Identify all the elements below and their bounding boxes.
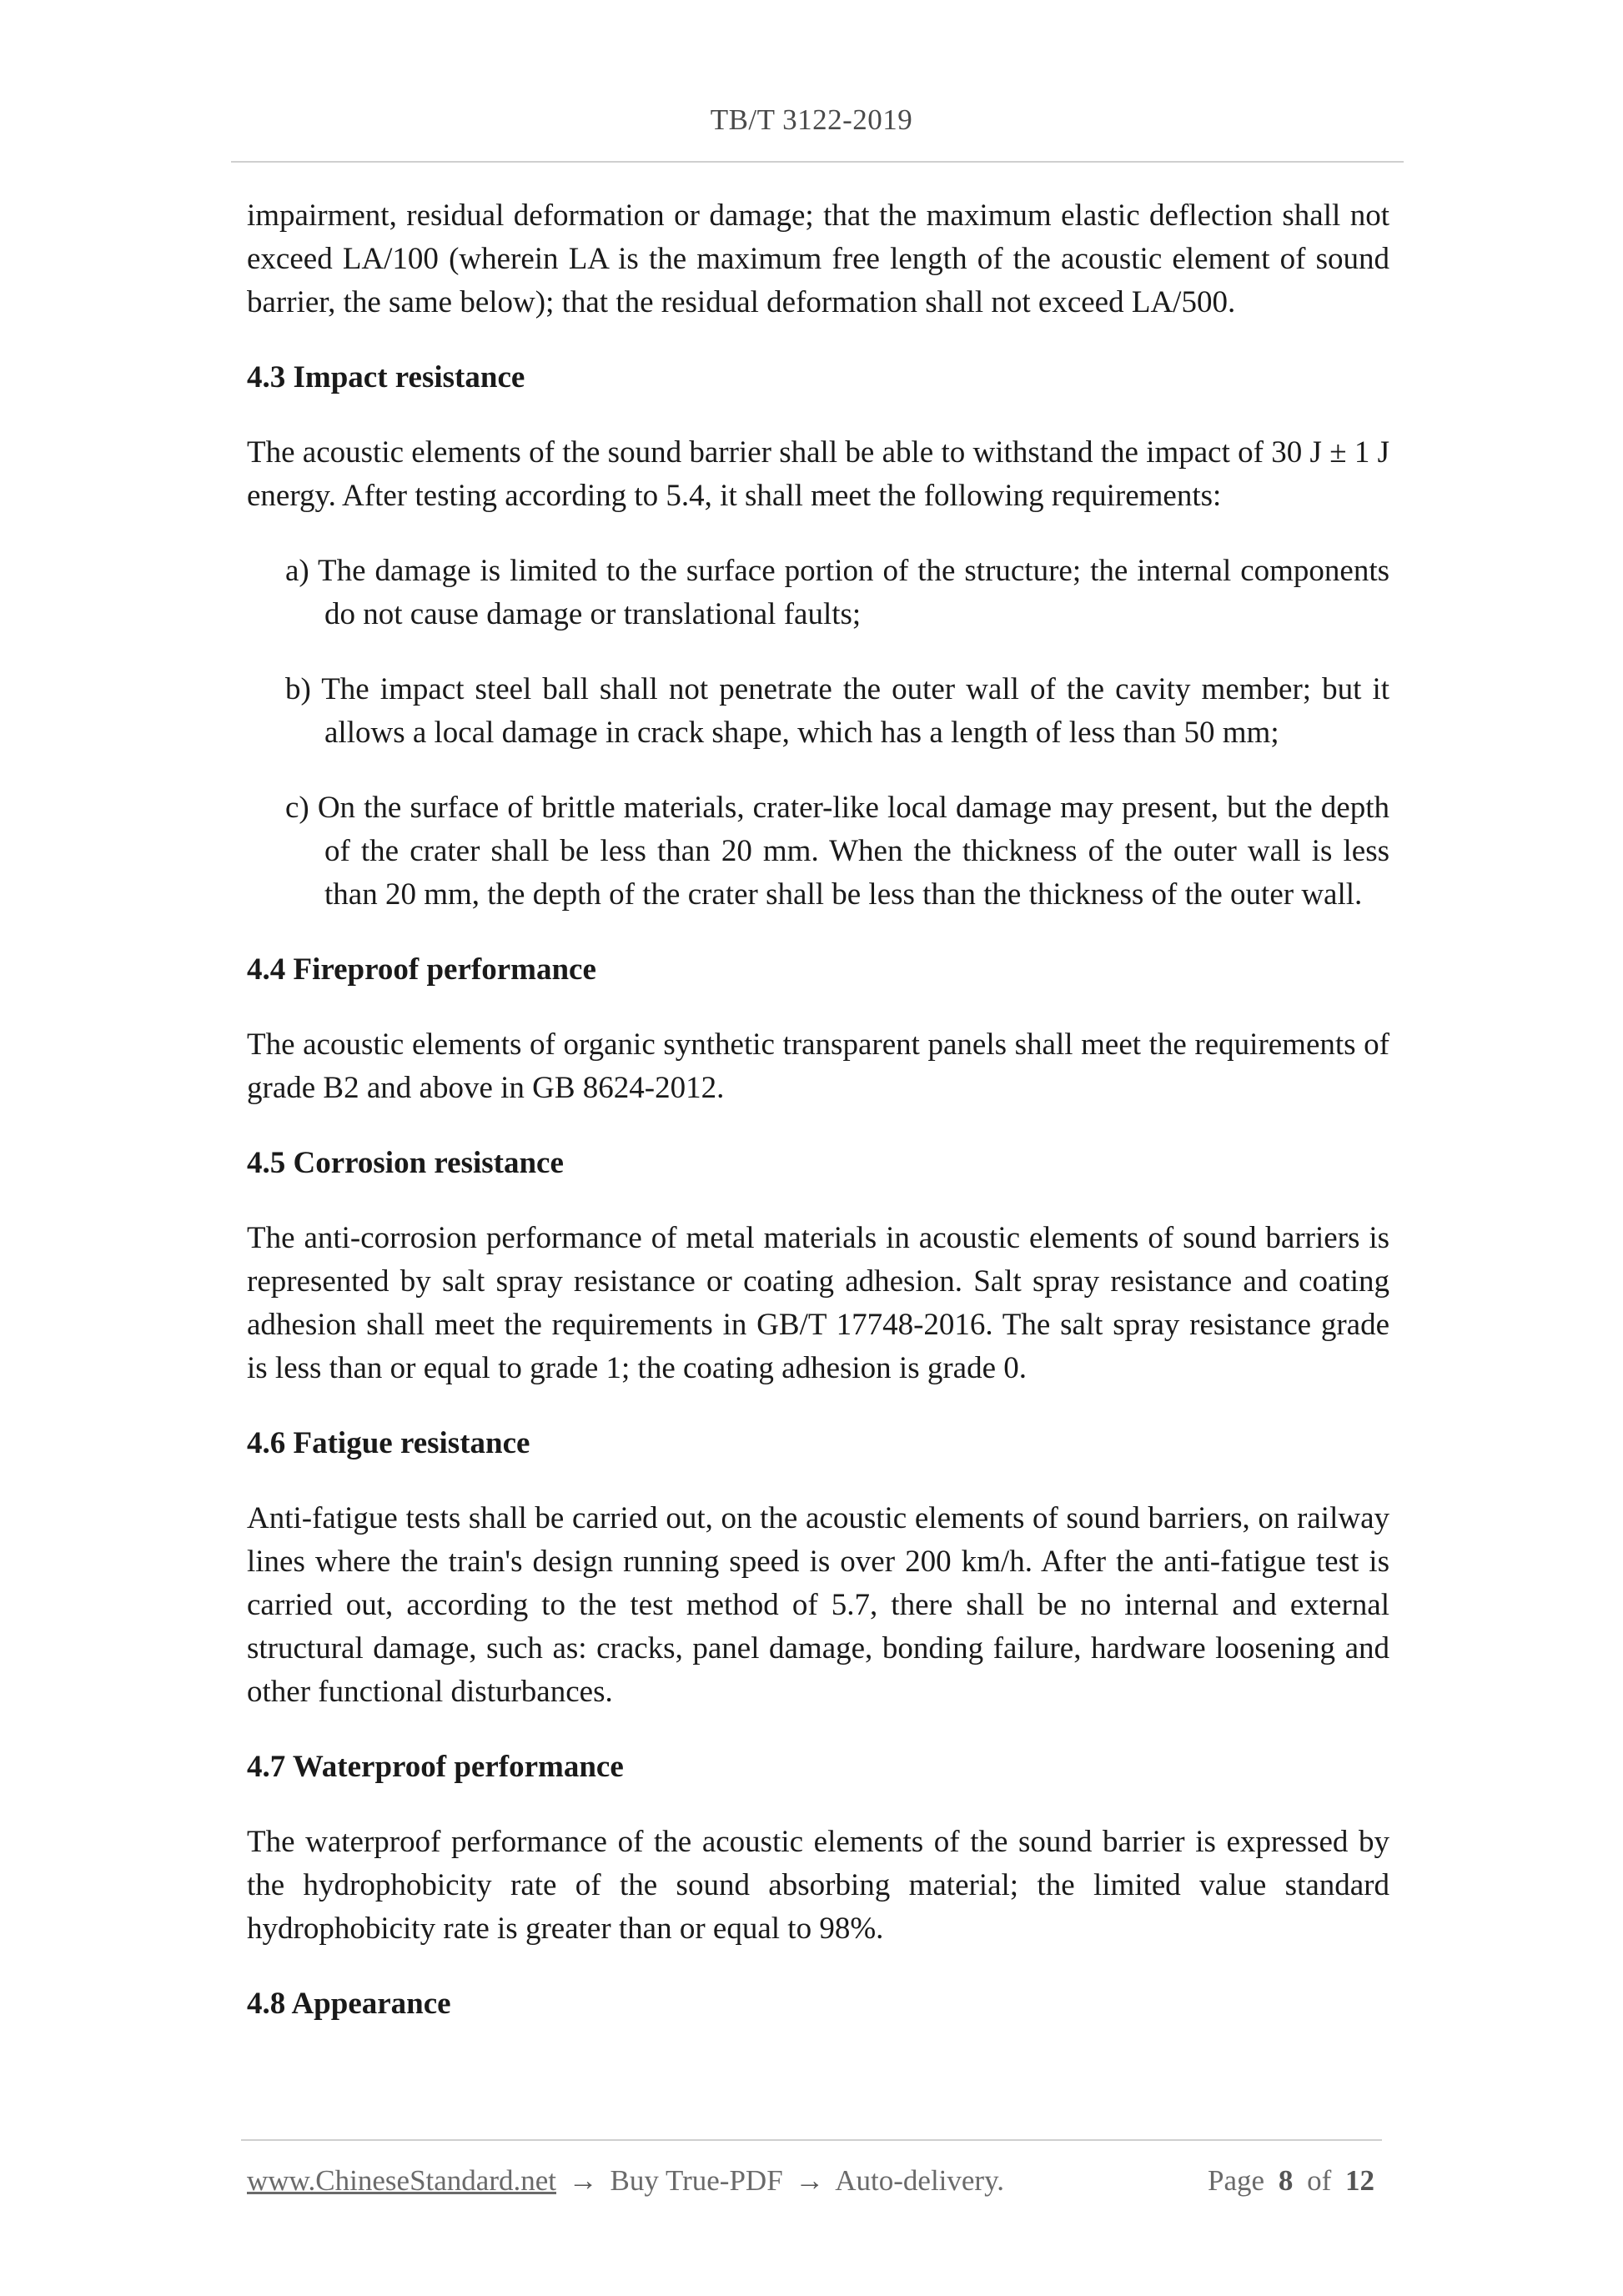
list-item-a: a) The damage is limited to the surface portion of the structure; the internal components do not cause damage or translational faults; bbox=[285, 554, 1389, 631]
section-heading-4-5: 4.5 Corrosion resistance bbox=[247, 1146, 564, 1180]
page-label: Page bbox=[1208, 2164, 1265, 2197]
section-4-5-text: The anti-corrosion performance of metal materials in acoustic elements of sound barriers is represented by salt spray resistance or coating adhesion. Salt spray resistance and coating adhesion shall meet the requirements in GB/T 17748-2016. The salt spray resistance grade is less than or equal to grade 1; the coating adhesion is grade 0. bbox=[247, 1221, 1389, 1385]
section-4-3-text: The acoustic elements of the sound barrier shall be able to withstand the impact of 30 J ± 1 J energy. After testing according to 5.4, it shall meet the following requirements: bbox=[247, 435, 1389, 513]
section-heading-4-6: 4.6 Fatigue resistance bbox=[247, 1426, 530, 1460]
intro-paragraph: impairment, residual deformation or damage; that the maximum elastic deflection shall not exceed LA/100 (wherein LA is the maximum free length of the acoustic element of sound barrier, the same below); that the residual deformation shall not exceed LA/500. bbox=[247, 198, 1389, 319]
list-item-c: c) On the surface of brittle materials, crater-like local damage may present, but the depth of the crater shall be less than 20 mm. When the thickness of the outer wall is less than 20 mm, the depth of the crater shall be less than the thickness of the outer wall. bbox=[285, 791, 1389, 912]
arrow-right-icon: → bbox=[568, 2164, 598, 2197]
website-link[interactable]: www.ChineseStandard.net bbox=[247, 2164, 556, 2197]
page-current: 8 bbox=[1278, 2164, 1294, 2197]
page-indicator bbox=[1208, 2160, 1381, 2202]
page-of: of bbox=[1307, 2164, 1332, 2197]
section-4-4-text: The acoustic elements of organic synthetic transparent panels shall meet the requirements of grade B2 and above in GB 8624-2012. bbox=[247, 1027, 1389, 1105]
section-heading-4-8: 4.8 Appearance bbox=[247, 1987, 451, 2021]
section-4-6-text: Anti-fatigue tests shall be carried out, on the acoustic elements of sound barriers, on railway lines where the train's design running speed is over 200 km/h. After the anti-fatigue test is carried out, according to the test method of 5.7, there shall be no internal and external structural damage, such as: cracks, panel damage, bonding failure, hardware loosening and other functional disturbances. bbox=[247, 1501, 1389, 1709]
footer-divider bbox=[241, 2139, 1382, 2141]
list-item-b: b) The impact steel ball shall not penetrate the outer wall of the cavity member; but it allows a local damage in crack shape, which has a length of less than 50 mm; bbox=[285, 672, 1389, 750]
arrow-right-icon: → bbox=[795, 2164, 825, 2197]
auto-delivery-text: Auto-delivery. bbox=[835, 2164, 1005, 2197]
document-body bbox=[247, 194, 1389, 2057]
section-4-7-text: The waterproof performance of the acoustic elements of the sound barrier is expressed by the hydrophobicity rate of the sound absorbing material; the limited value standard hydrophobicity rate is greater than or equal to 98%. bbox=[247, 1825, 1389, 1946]
header-divider bbox=[231, 161, 1404, 163]
buy-pdf-text: Buy True-PDF bbox=[610, 2164, 783, 2197]
page-footer bbox=[247, 2160, 1383, 2202]
page-header: TB/T 3122-2019 bbox=[710, 103, 913, 136]
page-total: 12 bbox=[1345, 2164, 1374, 2197]
section-heading-4-7: 4.7 Waterproof performance bbox=[247, 1750, 624, 1784]
section-heading-4-3: 4.3 Impact resistance bbox=[247, 360, 525, 394]
section-heading-4-4: 4.4 Fireproof performance bbox=[247, 952, 596, 987]
